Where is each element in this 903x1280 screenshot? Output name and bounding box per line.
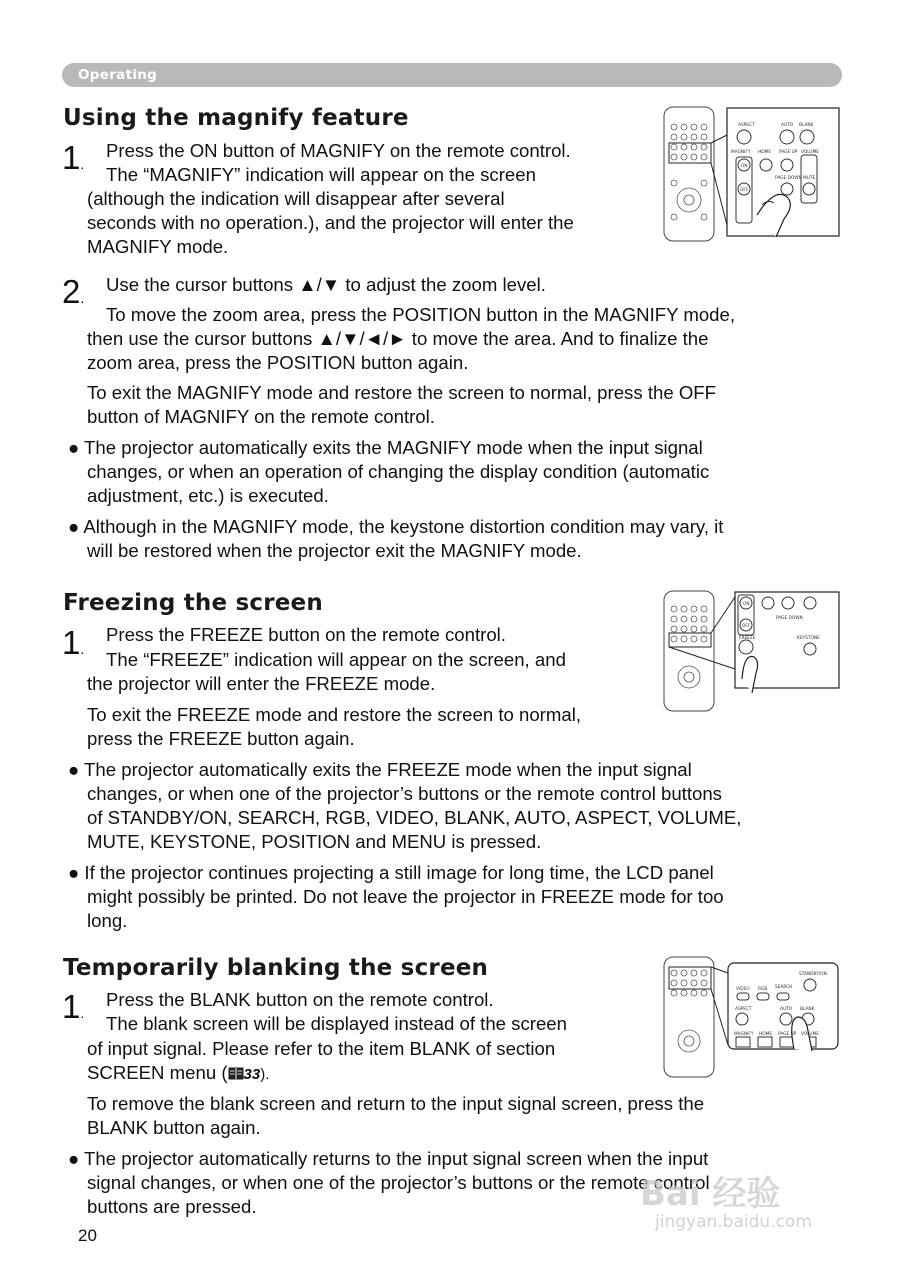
remote-label: OFF (740, 188, 749, 193)
page-number: 20 (78, 1226, 97, 1245)
bullet-line: ● The projector automatically returns to the input signal screen when the input (68, 1148, 709, 1169)
watermark-url: jingyan.baidu.com (655, 1212, 812, 1232)
text-line: Press the ON button of MAGNIFY on the remote control. (106, 140, 571, 161)
freeze-remote-illustration (662, 589, 842, 713)
remote-control-icon (662, 105, 842, 243)
page-reference-link[interactable]: 33 (243, 1066, 261, 1083)
bullet-line: changes, or when an operation of changing the display condition (automatic (87, 461, 710, 482)
remote-label: AUTO (780, 1007, 793, 1012)
bullet-line: ● If the projector continues projecting a still image for long time, the LCD panel (68, 862, 714, 883)
remote-label: STANDBY/ON (799, 972, 827, 977)
bullet-line: will be restored when the projector exit the MAGNIFY mode. (87, 540, 582, 561)
remote-label: AUTO (781, 123, 794, 128)
step-number: 1. (62, 988, 85, 1025)
bullet-line: changes, or when one of the projector’s buttons or the remote control buttons (87, 783, 722, 804)
magnify-remote-illustration (662, 105, 842, 243)
text-line: the projector will enter the FREEZE mode. (87, 673, 436, 694)
text-line: BLANK button again. (87, 1117, 261, 1138)
text-line: To move the zoom area, press the POSITION button in the MAGNIFY mode, (106, 304, 736, 325)
remote-label: VOLUME (801, 1032, 819, 1037)
text-line: The “FREEZE” indication will appear on the screen, and (106, 649, 566, 670)
text-line: zoom area, press the POSITION button again. (87, 352, 469, 373)
remote-label: PAGE DOWN (775, 176, 802, 181)
text-line: To remove the blank screen and return to the input signal screen, press the (87, 1093, 705, 1114)
remote-label: SEARCH (775, 985, 793, 990)
bullet-line: of STANDBY/ON, SEARCH, RGB, VIDEO, BLANK, AUTO, ASPECT, VOLUME, (87, 807, 742, 828)
blank-section-title: Temporarily blanking the screen (63, 955, 489, 981)
text-line: To exit the MAGNIFY mode and restore the screen to normal, press the OFF (87, 382, 717, 403)
text-line: seconds with no operation.), and the projector will enter the (87, 212, 574, 233)
bullet-line: might possibly be printed. Do not leave the projector in FREEZE mode for too (87, 886, 724, 907)
text-line: The “MAGNIFY” indication will appear on the screen (106, 164, 536, 185)
bullet-line: ● The projector automatically exits the FREEZE mode when the input signal (68, 759, 692, 780)
remote-label: KEYSTONE (797, 636, 820, 641)
step-number: 2. (62, 273, 85, 310)
text-line: MAGNIFY mode. (87, 236, 229, 257)
remote-label: PAGE UP (779, 150, 798, 155)
watermark-logo: Bai 经验 (640, 1174, 781, 1214)
remote-label: BLANK (799, 123, 814, 128)
remote-label: VIDEO (736, 987, 750, 992)
remote-label: MAGNIFY (734, 1032, 754, 1037)
text-line: then use the cursor buttons ▲/▼/◄/► to move the area. And to finalize the (87, 328, 709, 349)
text-line: To exit the FREEZE mode and restore the screen to normal, (87, 704, 581, 725)
remote-label: MAGNIFY (731, 150, 751, 155)
bullet-line: ● The projector automatically exits the MAGNIFY mode when the input signal (68, 437, 703, 458)
bullet-line: ● Although in the MAGNIFY mode, the keystone distortion condition may vary, it (68, 516, 724, 537)
remote-label: OFF (742, 624, 751, 629)
remote-label: VOLUME (801, 150, 819, 155)
bullet-line: MUTE, KEYSTONE, POSITION and MENU is pressed. (87, 831, 542, 852)
remote-label: MUTE (803, 176, 816, 181)
section-header-label: Operating (78, 67, 158, 83)
text-line: The blank screen will be displayed instead of the screen (106, 1013, 567, 1034)
remote-label: HOME (758, 150, 772, 155)
magnify-section-title: Using the magnify feature (63, 105, 409, 131)
text-line: SCREEN menu ( 33). (87, 1062, 270, 1083)
remote-label: FREEZE (739, 636, 756, 641)
remote-control-icon (662, 589, 842, 713)
text-line: Press the FREEZE button on the remote control. (106, 624, 506, 645)
text-line: of input signal. Please refer to the item BLANK of section (87, 1038, 556, 1059)
text-line: press the FREEZE button again. (87, 728, 355, 749)
remote-label: ASPECT (738, 123, 755, 128)
step-number: 1. (62, 624, 85, 661)
remote-control-icon (662, 955, 842, 1079)
book-icon (228, 1062, 244, 1075)
text-line: Press the BLANK button on the remote control. (106, 989, 494, 1010)
remote-label: ON (741, 164, 748, 169)
section-header-band (62, 63, 842, 87)
bullet-line: adjustment, etc.) is executed. (87, 485, 329, 506)
remote-label: ON (743, 602, 750, 607)
text-line: Use the cursor buttons ▲/▼ to adjust the zoom level. (106, 274, 546, 295)
remote-label: BLANK (800, 1007, 815, 1012)
remote-label: HOME (759, 1032, 773, 1037)
remote-label: ASPECT (735, 1007, 752, 1012)
bullet-line: long. (87, 910, 128, 931)
blank-remote-illustration (662, 955, 842, 1079)
remote-label: RGB (758, 987, 768, 992)
bullet-line: signal changes, or when one of the projector’s buttons or the remote control (87, 1172, 710, 1193)
text-line: button of MAGNIFY on the remote control. (87, 406, 435, 427)
text-line: (although the indication will disappear after several (87, 188, 505, 209)
freeze-section-title: Freezing the screen (63, 590, 323, 616)
bullet-line: buttons are pressed. (87, 1196, 257, 1217)
remote-label: PAGE UP (778, 1032, 797, 1037)
remote-label: PAGE DOWN (776, 616, 803, 621)
step-number: 1. (62, 139, 85, 176)
